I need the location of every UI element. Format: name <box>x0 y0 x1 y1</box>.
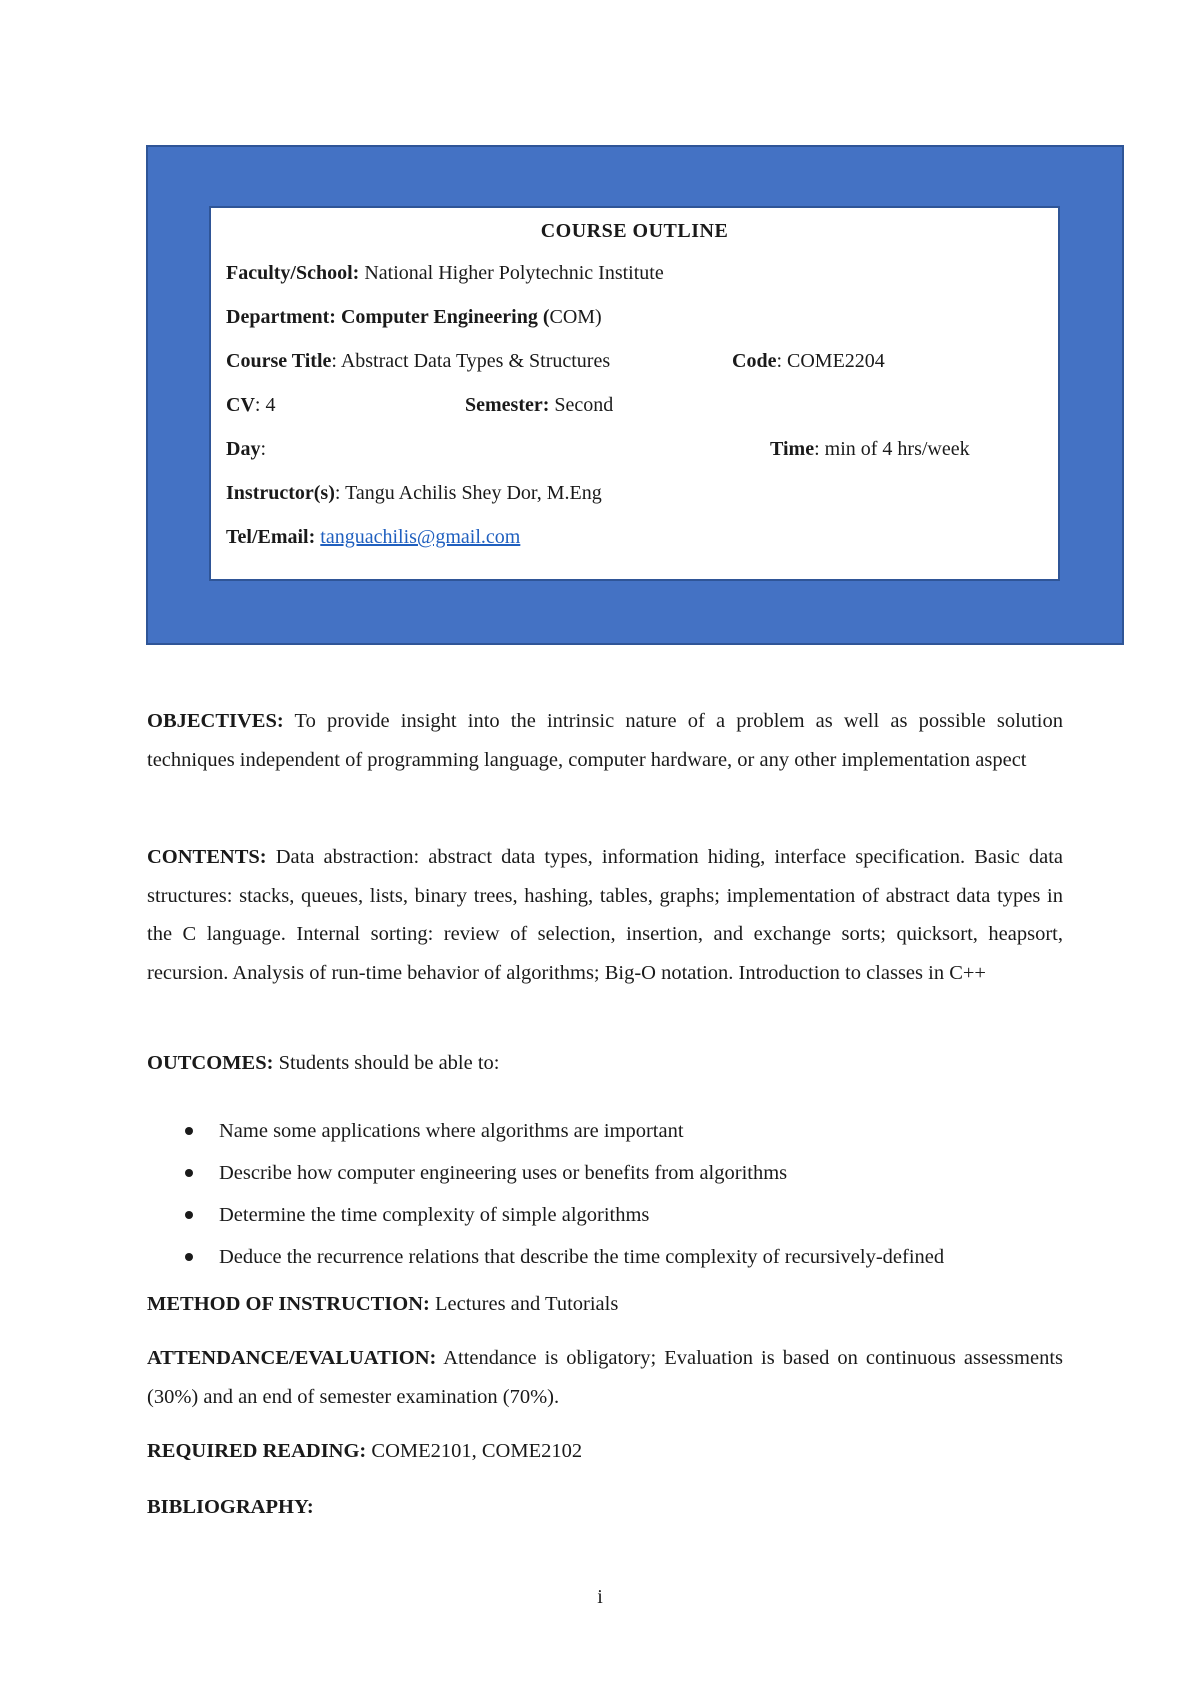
method-section <box>147 1293 618 1316</box>
day-field <box>226 438 266 461</box>
tel-email-label: Tel/Email: <box>226 526 316 548</box>
attendance-section <box>147 1339 1063 1416</box>
faculty-label: Faculty/School: <box>226 262 360 284</box>
code-value: : COME2204 <box>776 350 885 372</box>
list-item-text: Name some applications where algorithms are important <box>219 1120 684 1142</box>
course-title-row <box>226 350 610 373</box>
outcomes-list <box>147 1110 944 1278</box>
page-title: COURSE OUTLINE <box>540 220 729 242</box>
department-row <box>226 306 602 329</box>
objectives-text: To provide insight into the intrinsic nature of a problem as well as possible solution techniques independent of programming language, computer hardware, or any other implementation aspect <box>147 710 1063 771</box>
day-label: Day <box>226 438 261 460</box>
list-item <box>147 1194 944 1236</box>
time-value: : min of 4 hrs/week <box>814 438 970 460</box>
time-label: Time <box>770 438 815 460</box>
course-title-label: Course Title <box>226 350 332 372</box>
reading-label: REQUIRED READING: <box>147 1440 367 1462</box>
contact-row <box>226 526 520 549</box>
method-text: Lectures and Tutorials <box>429 1293 619 1315</box>
bullet-icon <box>185 1211 193 1219</box>
outcomes-text: Students should be able to: <box>273 1052 500 1074</box>
outcomes-label: OUTCOMES: <box>147 1052 274 1074</box>
bibliography-section <box>147 1496 314 1519</box>
bullet-icon <box>185 1169 193 1177</box>
department-value-bold: Computer Engineering ( <box>340 306 550 328</box>
semester-label: Semester: <box>465 394 550 416</box>
cv-field <box>226 394 275 417</box>
faculty-row <box>226 262 664 285</box>
reading-text: COME2101, COME2102 <box>366 1440 583 1462</box>
method-label: METHOD OF INSTRUCTION: <box>147 1293 430 1315</box>
code-field <box>732 350 885 373</box>
instructor-row <box>226 482 602 505</box>
list-item <box>147 1236 944 1278</box>
attendance-label: ATTENDANCE/EVALUATION: <box>147 1347 437 1369</box>
reading-section <box>147 1440 582 1463</box>
outcomes-section <box>147 1052 500 1075</box>
course-title-value: : Abstract Data Types & Structures <box>331 350 611 372</box>
objectives-label: OBJECTIVES: <box>147 710 284 732</box>
list-item-text: Deduce the recurrence relations that describe the time complexity of recursively-defined <box>219 1246 945 1268</box>
page-number: i <box>597 1586 603 1608</box>
semester-field <box>465 394 613 417</box>
contents-section <box>147 838 1063 992</box>
department-value: COM) <box>549 306 602 328</box>
list-item-text: Describe how computer engineering uses or benefits from algorithms <box>219 1162 788 1184</box>
contents-text: Data abstraction: abstract data types, information hiding, interface specification. Basic data structures: stacks, queues, lists, binary trees, hashing, tables, graphs; implementation of abstract data types in the C language. Internal sorting: review of selection, insertion, and exchange sorts; quicksort, heapsort, recursion. Analysis of run-time behavior of algorithms; Big-O notation. Introduction to classes in C++ <box>147 846 1063 984</box>
cv-value: : 4 <box>254 394 276 416</box>
list-item <box>147 1152 944 1194</box>
faculty-value: National Higher Polytechnic Institute <box>364 262 664 284</box>
time-field <box>770 438 970 461</box>
bullet-icon <box>185 1127 193 1135</box>
bibliography-label: BIBLIOGRAPHY: <box>147 1496 314 1518</box>
department-label: Department: <box>226 306 336 328</box>
day-value: : <box>260 438 267 460</box>
objectives-section <box>147 702 1063 779</box>
course-info-box <box>209 206 1060 581</box>
contents-label: CONTENTS: <box>147 846 267 868</box>
cv-label: CV <box>226 394 255 416</box>
bullet-icon <box>185 1253 193 1261</box>
semester-value: Second <box>554 394 614 416</box>
list-item-text: Determine the time complexity of simple algorithms <box>219 1204 650 1226</box>
instructor-label: Instructor(s) <box>226 482 335 504</box>
attendance-text: Attendance is obligatory; Evaluation is based on continuous assessments (30%) and an end of semester examination (70%). <box>147 1347 1063 1408</box>
code-label: Code <box>732 350 777 372</box>
instructor-value: : Tangu Achilis Shey Dor, M.Eng <box>334 482 602 504</box>
list-item <box>147 1110 944 1152</box>
email-link[interactable]: tanguachilis@gmail.com <box>320 526 521 548</box>
